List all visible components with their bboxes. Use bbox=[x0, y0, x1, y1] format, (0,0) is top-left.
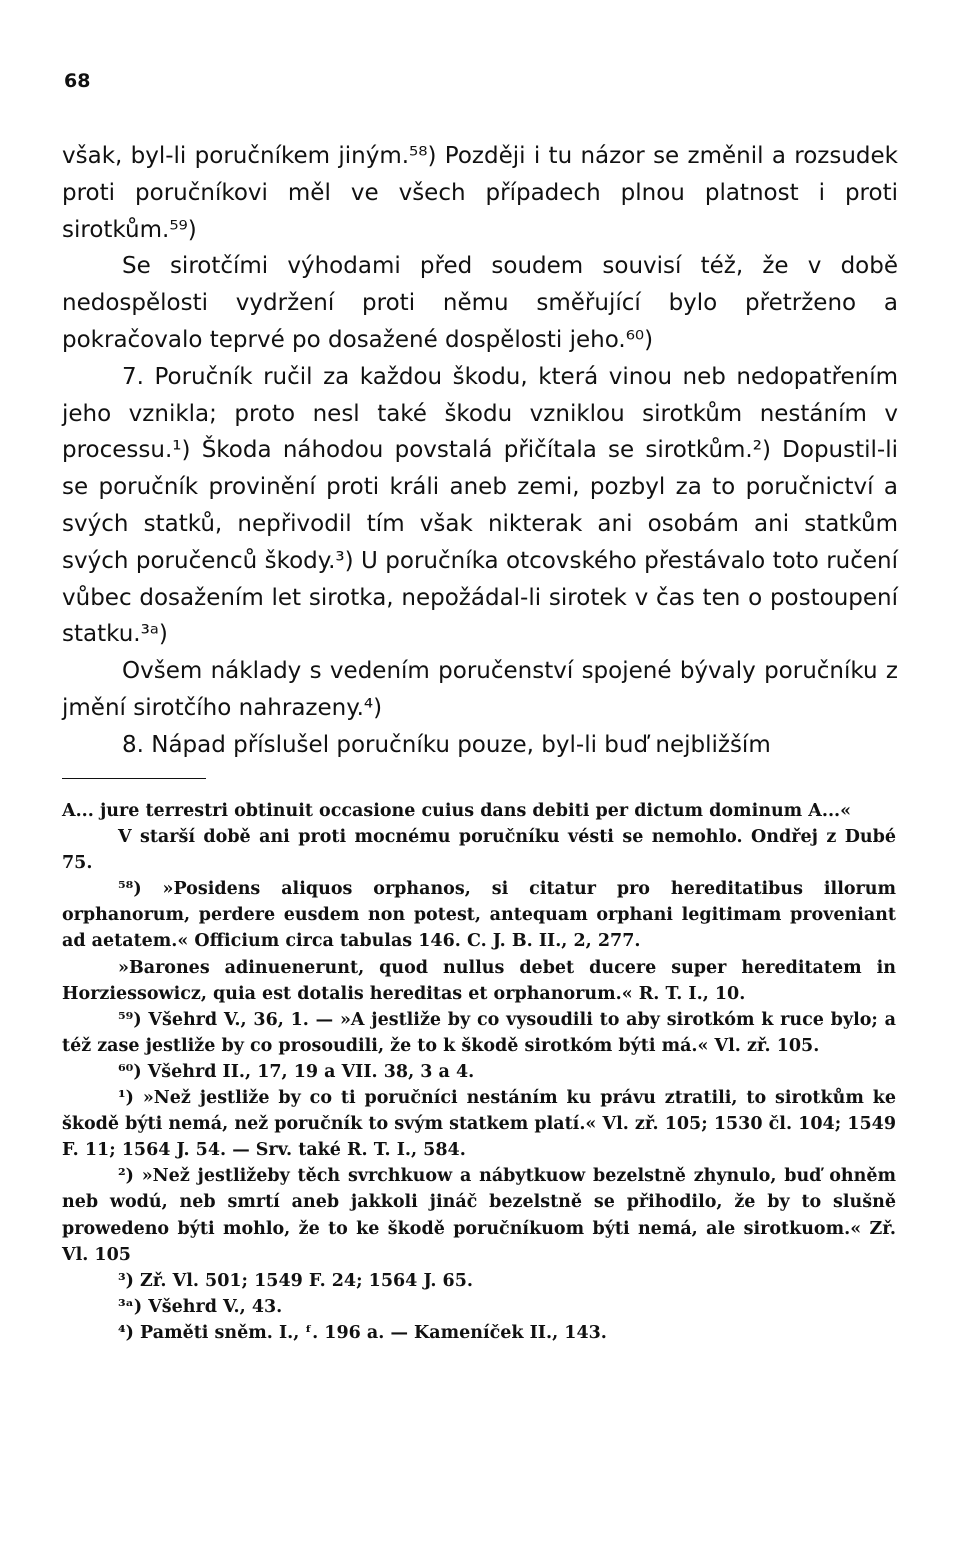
footnote-60: ⁶⁰) Všehrd II., 17, 19 a VII. 38, 3 a 4. bbox=[118, 1061, 475, 1082]
footnote-separator bbox=[62, 778, 206, 779]
footnote-58: ⁵⁸) »Posidens aliquos orphanos, si citatur pro hereditatibus illorum orphanorum, perdere eusdem non potest, antequam orphani legitimam proveniant ad aetatem.« Officium circa tabulas 146. C. J. B. II., 2, 277. bbox=[62, 879, 896, 952]
footnote-4: ⁴) Paměti sněm. I., ᶠ. 196 a. — Kameníček II., 143. bbox=[118, 1322, 607, 1343]
footnote-continuation: A... jure terrestri obtinuit occasione cuius dans debiti per dictum dominum A...« bbox=[62, 801, 852, 821]
main-text bbox=[62, 138, 898, 764]
footnote-3a: ³ᵃ) Všehrd V., 43. bbox=[118, 1296, 283, 1317]
footnote-1: ¹) »Než jestliže by co ti poručníci nestáním ku právu ztratili, to sirotkům ke škodě býti nemá, než poručník to svým statkem platí.« Vl. zř. 105; 1530 čl. 104; 1549 F. 11; 1564 J. 54. — Srv. také R. T. I., 584. bbox=[62, 1088, 896, 1161]
paragraph-expenses: Ovšem náklady s vedením poručenství spojené bývaly poručníku z jmění sirotčího nahrazeny.⁴) bbox=[62, 658, 898, 721]
paragraph-usucapion: Se sirotčími výhodami před soudem souvisí též, že v době nedospělosti vydržení proti němu směřující bylo přetrženo a pokračovalo teprvé po dosažené dospělosti jeho.⁶⁰) bbox=[62, 253, 898, 353]
paragraph-continuation: však, byl-li poručníkem jiným.⁵⁸) Později i tu názor se změnil a rozsudek proti poručníkovi měl ve všech případech plnou platnost i proti sirotkům.⁵⁹) bbox=[62, 143, 898, 243]
footnote-58-barones: »Barones adinuenerunt, quod nullus debet ducere super hereditatem in Horziessowicz, quia est dotalis hereditas et orphanorum.« R. T. I., 10. bbox=[62, 957, 896, 1004]
footnote-3: ³) Zř. Vl. 501; 1549 F. 24; 1564 J. 65. bbox=[118, 1270, 474, 1291]
footnote-ondrej: V starší době ani proti mocnému poručníku vésti se nemohlo. Ondřej z Dubé 75. bbox=[62, 827, 896, 874]
footnote-2: ²) »Než jestližeby těch svrchkuow a nábytkuow bezelstně zhynulo, buď ohněm neb wodú, neb smrtí aneb jakkoli jináč bezelstně se přihodilo, že by to slušně prowedeno býti mohlo, že to ke škodě poručníkuom býti nemá, ale sirotkuom.« Zř. Vl. 105 bbox=[62, 1166, 896, 1265]
paragraph-section-8: 8. Nápad příslušel poručníku pouze, byl-li buď nejbližším bbox=[122, 731, 771, 758]
footnotes bbox=[62, 798, 896, 1346]
footnote-59: ⁵⁹) Všehrd V., 36, 1. — »A jestliže by co vysoudili to aby sirotkóm k ruce bylo; a též zase jestliže by co prosoudili, že to k škodě sirotkóm býti má.« Vl. zř. 105. bbox=[62, 1009, 896, 1056]
page-number: 68 bbox=[64, 70, 91, 92]
paragraph-section-7-liability: 7. Poručník ručil za každou škodu, která vinou neb nedopatřením jeho vznikla; proto nesl také škodu vzniklou sirotkům nestáním v processu.¹) Škoda náhodou povstalá přičítala se sirotkům.²) Dopustil-li se poručník provinění proti králi aneb zemi, pozbyl za to poručnictví a svých statků, nepřivodil tím však nikterak ani osobám ani statkům svých poručenců škody.³) U poručníka otcovského přestávalo toto ručení vůbec dosažením let sirotka, nepožádal-li sirotek v čas ten o postoupení statku.³ᵃ) bbox=[62, 363, 898, 648]
